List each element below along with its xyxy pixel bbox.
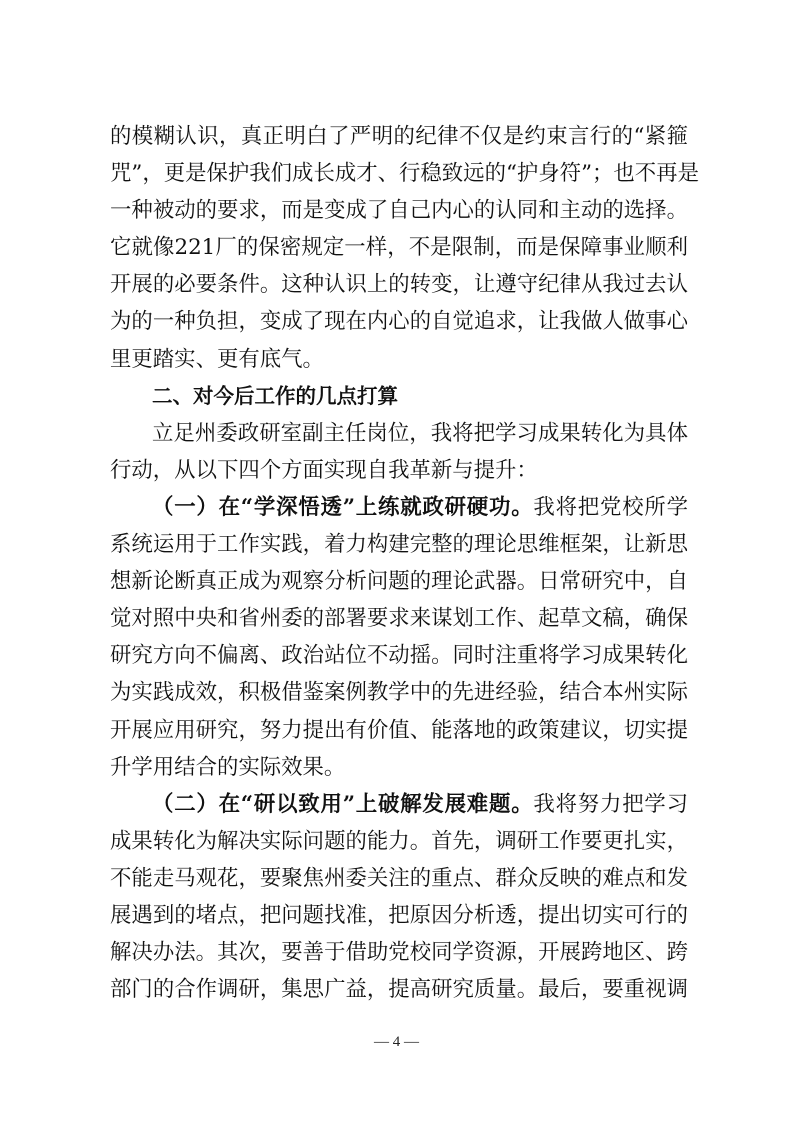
text-line: 研究方向不偏离、政治站位不动摇。同时注重将学习成果转化	[110, 643, 688, 669]
paragraph-item-one	[110, 489, 688, 786]
text-line	[110, 786, 688, 823]
section-heading: 二、对今后工作的几点打算	[152, 383, 398, 408]
item-one-title: （一）在“学深悟透”上练就政研硬功。	[152, 494, 534, 520]
text-line: 行动，从以下四个方面实现自我革新与提升：	[110, 457, 538, 483]
page-number: — 4 —	[374, 1034, 419, 1050]
text-line: 系统运用于工作实践，着力构建完整的理论思维框架，让新思	[110, 532, 688, 558]
item-one-lead: 我将把党校所学	[533, 494, 688, 520]
text-line: 为实践成效，积极借鉴案例教学中的先进经验，结合本州实际	[110, 680, 688, 706]
text-line: 立足州委政研室副主任岗位，我将把学习成果转化为具体	[152, 420, 688, 446]
text-line: 展遇到的堵点，把问题找准，把原因分析透，提出切实可行的	[110, 902, 688, 928]
text-line: 里更踏实、更有底气。	[110, 346, 324, 372]
text-line: 咒”，更是保护我们成长成才、行稳致远的“护身符”；也不再是	[110, 161, 699, 187]
text-line: 的模糊认识，真正明白了严明的纪律不仅是约束言行的“紧箍	[110, 124, 688, 149]
text-line: 开展的必要条件。这种认识上的转变，让遵守纪律从我过去认	[110, 272, 688, 298]
item-two-title: （二）在“研以致用”上破解发展难题。	[152, 791, 534, 817]
text-line: 为的一种负担，变成了现在内心的自觉追求，让我做人做事心	[110, 309, 688, 335]
text-line: 成果转化为解决实际问题的能力。首先，调研工作要更扎实，	[110, 828, 688, 854]
text-line: 开展应用研究，努力提出有价值、能落地的政策建议，切实提	[110, 717, 688, 743]
text-line: 觉对照中央和省州委的部署要求来谋划工作、起草文稿，确保	[110, 606, 688, 632]
text-line: 它就像221厂的保密规定一样，不是限制，而是保障事业顺利	[110, 235, 688, 261]
page-body	[110, 118, 699, 1008]
text-line: 解决办法。其次，要善于借助党校同学资源，开展跨地区、跨	[110, 940, 688, 966]
item-two-lead: 我将努力把学习	[533, 791, 688, 817]
paragraph-item-two	[110, 786, 688, 1009]
text-line: 升学用结合的实际效果。	[110, 754, 346, 780]
text-line: 一种被动的要求，而是变成了自己内心的认同和主动的选择。	[110, 198, 688, 224]
text-line: 不能走马观花，要聚焦州委关注的重点、群众反映的难点和发	[110, 865, 688, 891]
text-line	[110, 489, 688, 526]
paragraph-intro	[110, 415, 688, 489]
text-line: 想新论断真正成为观察分析问题的理论武器。日常研究中，自	[110, 569, 688, 595]
paragraph-discipline-understanding	[110, 118, 699, 378]
text-line: 部门的合作调研，集思广益，提高研究质量。最后，要重视调	[110, 977, 688, 1003]
